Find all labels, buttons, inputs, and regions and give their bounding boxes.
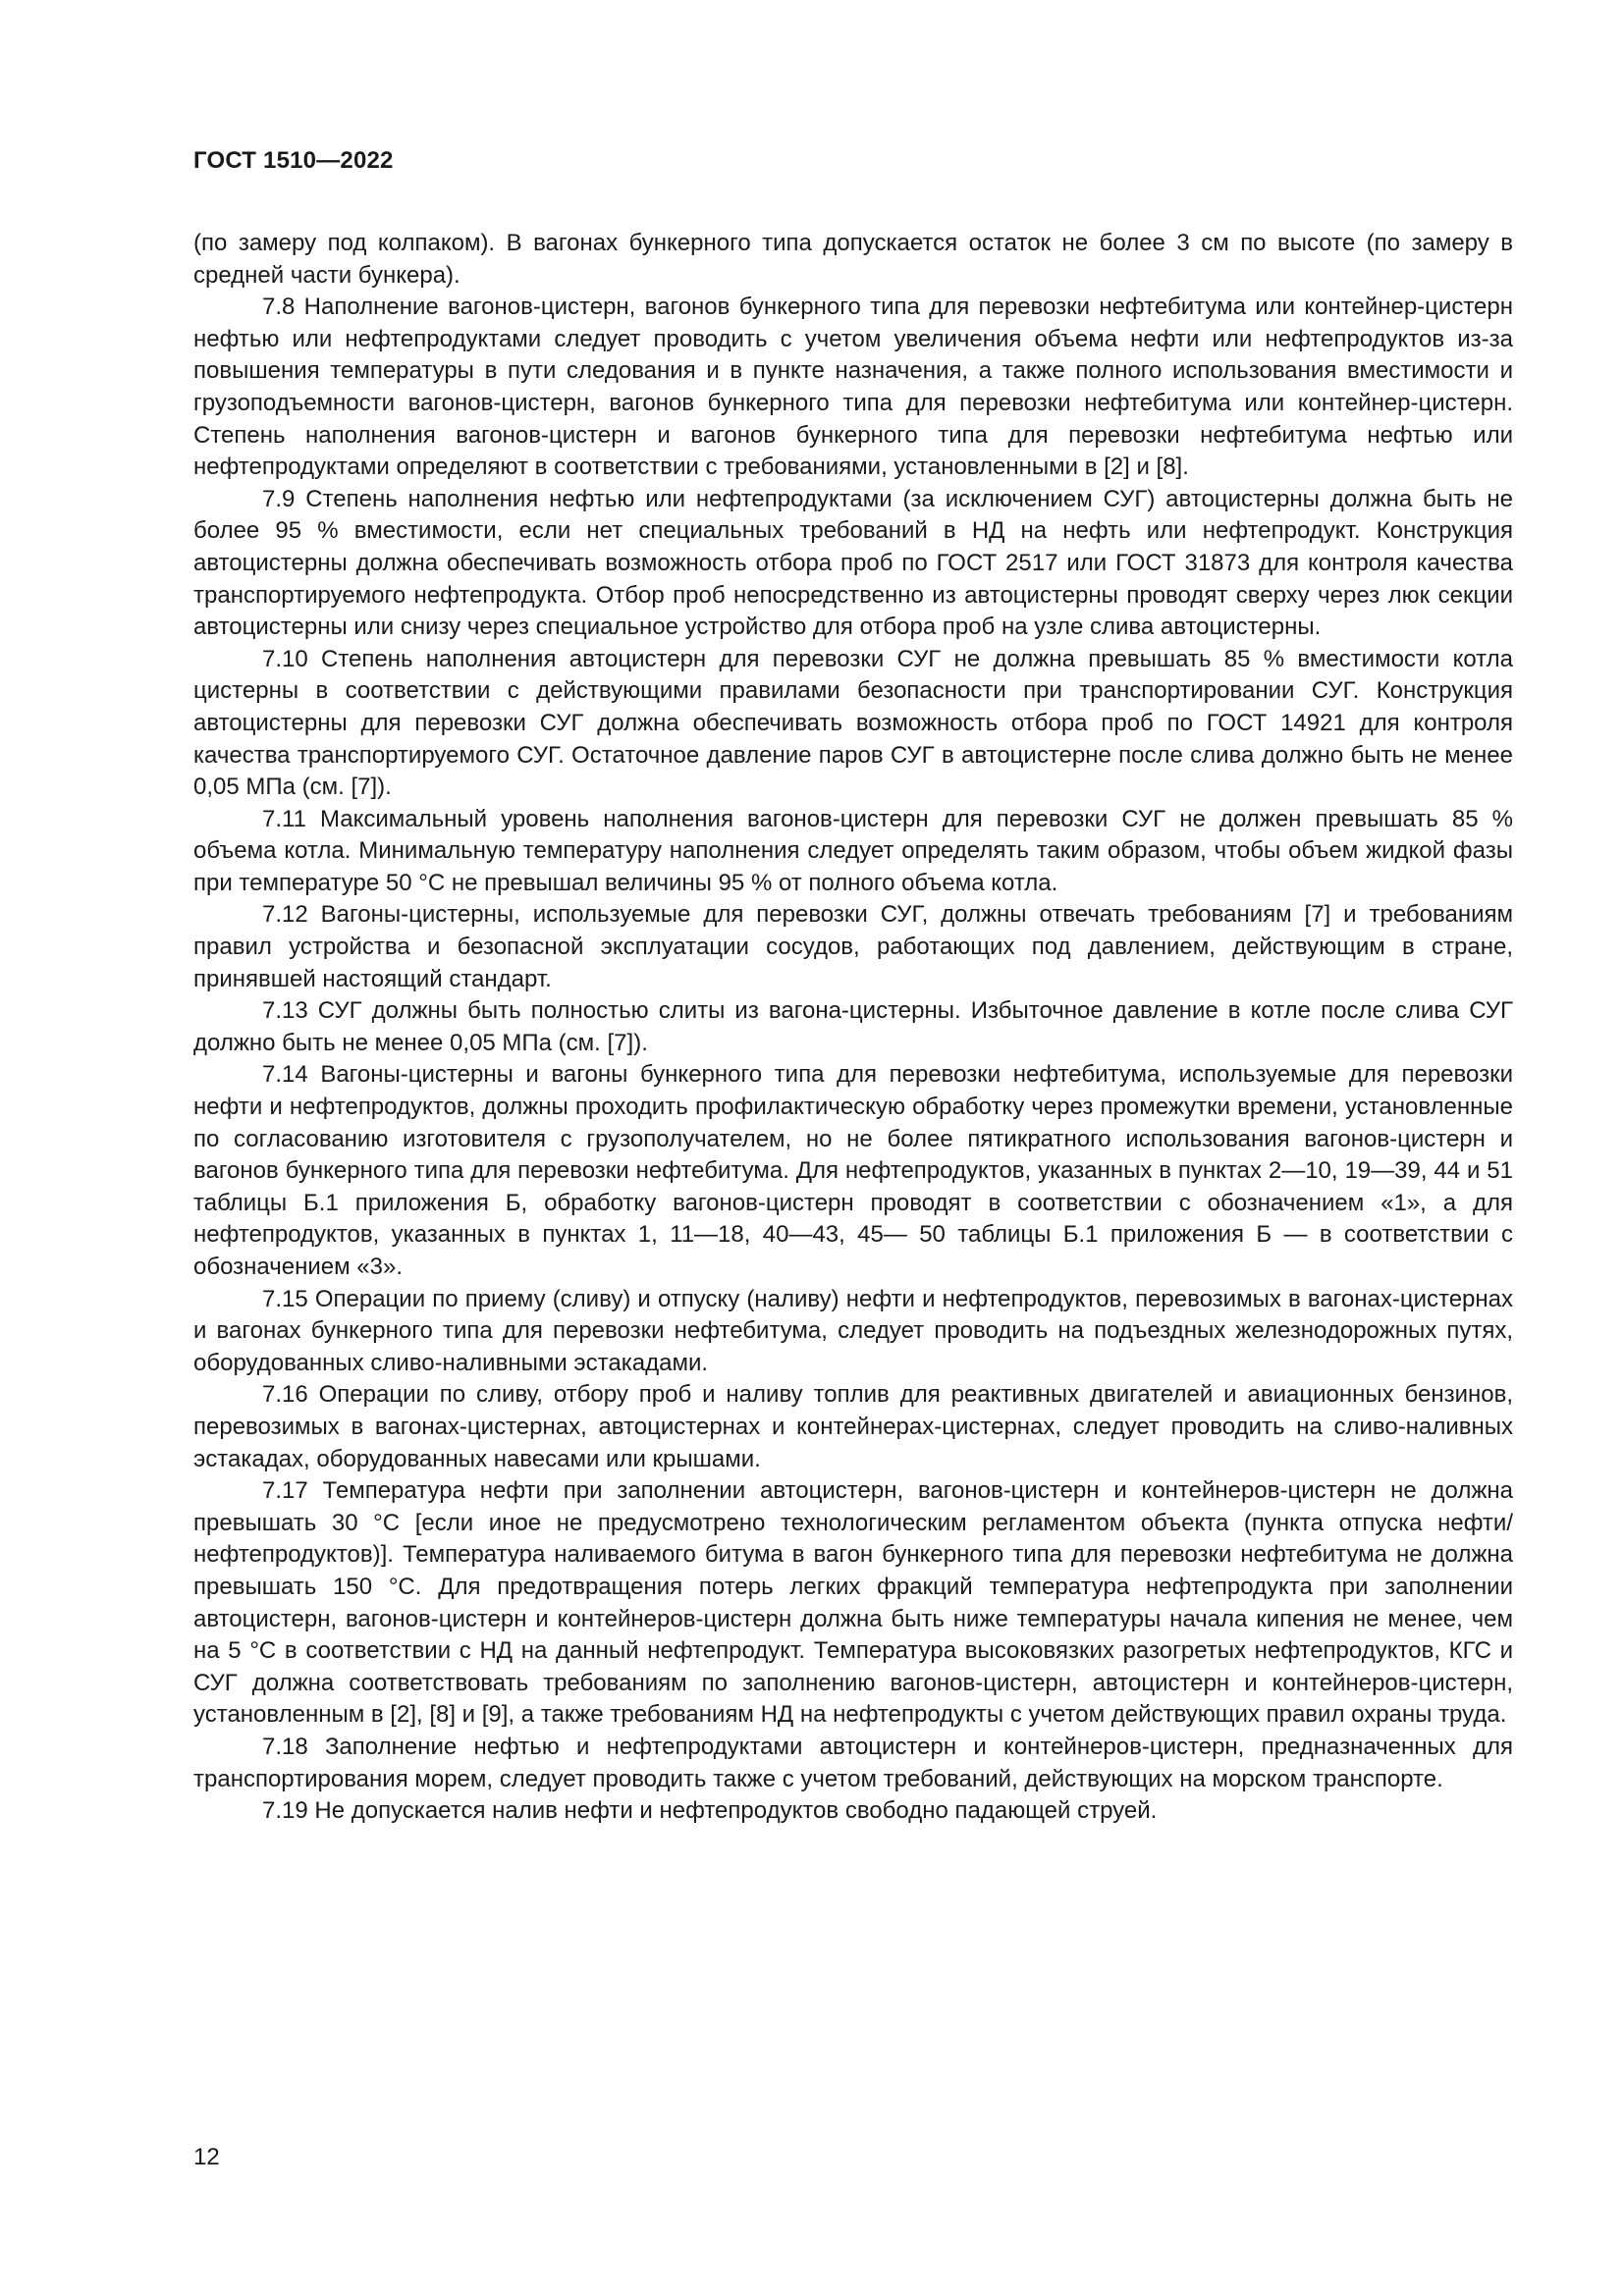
paragraph-7-14: 7.14 Вагоны-цистерны и вагоны бункерного типа для перевозки нефтебитума, используемые для перевозки нефти и нефтепродуктов, должны проходить профилактическую обработку через промежутки времени, установленные по согласованию изготовителя с грузополучателем, но не более пятикратного использования вагонов-цистерн и вагонов бункерного типа для перевозки нефтебитума. Для нефтепродуктов, указанных в пунктах 2—10, 19—39, 44 и 51 таблицы Б.1 приложения Б, обработку вагонов-цистерн проводят в соответствии с обозначением «1», а для нефтепродуктов, указанных в пунктах 1, 11—18, 40—43, 45— 50 таблицы Б.1 приложения Б — в соответствии с обозначением «3». — [193, 1061, 1513, 1280]
paragraph-7-10: 7.10 Степень наполнения автоцистерн для перевозки СУГ не должна превышать 85 % вместимости котла цистерны в соответствии с действующими правилами безопасности при транспортировании СУГ. Конструкция автоцистерны для перевозки СУГ должна обеспечивать возможность отбора проб по ГОСТ 14921 для контроля качества транспортируемого СУГ. Остаточное давление паров СУГ в автоцистерне после слива должно быть не менее 0,05 МПа (см. [7]). — [193, 645, 1513, 801]
paragraph-7-15: 7.15 Операции по приему (сливу) и отпуску (наливу) нефти и нефтепродуктов, перевозимых в вагонах-цистернах и вагонах бункерного типа для перевозки нефтебитума, следует проводить на подъездных железнодорожных путях, оборудованных сливо-наливными эстакадами. — [193, 1285, 1513, 1376]
paragraph-7-9: 7.9 Степень наполнения нефтью или нефтепродуктами (за исключением СУГ) автоцистерны должна быть не более 95 % вместимости, если нет специальных требований в НД на нефть или нефтепродукт. Конструкция автоцистерны должна обеспечивать возможность отбора проб по ГОСТ 2517 или ГОСТ 31873 для контроля качества транспортируемого нефтепродукта. Отбор проб непосредственно из автоцистерны проводят сверху через люк секции автоцистерны или снизу через специальное устройство для отбора проб на узле слива автоцистерны. — [193, 485, 1513, 641]
paragraph-7-13: 7.13 СУГ должны быть полностью слиты из вагона-цистерны. Избыточное давление в котле после слива СУГ должно быть не менее 0,05 МПа (см. [7]). — [193, 997, 1513, 1056]
paragraph-7-16: 7.16 Операции по сливу, отбору проб и наливу топлив для реактивных двигателей и авиационных бензинов, перевозимых в вагонах-цистернах, автоцистернах и контейнерах-цистернах, следует проводить на сливо-наливных эстакадах, оборудованных навесами или крышами. — [193, 1381, 1513, 1472]
paragraph-7-11: 7.11 Максимальный уровень наполнения вагонов-цистерн для перевозки СУГ не должен превышать 85 % объема котла. Минимальную температуру наполнения следует определять таким образом, чтобы объем жидкой фазы при температуре 50 °С не превышал величины 95 % от полного объема котла. — [193, 805, 1513, 896]
document-body — [193, 228, 1513, 1828]
paragraph-7-17: 7.17 Температура нефти при заполнении автоцистерн, вагонов-цистерн и контейнеров-цистерн не должна превышать 30 °С [если иное не предусмотрено технологическим регламентом объекта (пункта отпуска нефти/нефтепродуктов)]. Температура наливаемого битума в вагон бункерного типа для перевозки нефтебитума не должна превышать 150 °С. Для предотвращения потерь легких фракций температура нефтепродукта при заполнении автоцистерн, вагонов-цистерн и контейнеров-цистерн должна быть ниже температуры начала кипения не менее, чем на 5 °С в соответствии с НД на данный нефтепродукт. Температура высоковязких разогретых нефтепродуктов, КГС и СУГ должна соответствовать требованиям по заполнению вагонов-цистерн, автоцистерн и контейнеров-цистерн, установленным в [2], [8] и [9], а также требованиям НД на нефтепродукты с учетом действующих правил охраны труда. — [193, 1477, 1513, 1729]
document-header: ГОСТ 1510—2022 — [193, 147, 394, 174]
paragraph-continuation: (по замеру под колпаком). В вагонах бункерного типа допускается остаток не более 3 см по высоте (по замеру в средней части бункера). — [193, 230, 1513, 289]
paragraph-7-12: 7.12 Вагоны-цистерны, используемые для перевозки СУГ, должны отвечать требованиям [7] и требованиям правил устройства и безопасной эксплуатации сосудов, работающих под давлением, действующим в стране, принявшей настоящий стандарт. — [193, 901, 1513, 992]
paragraph-7-19: 7.19 Не допускается налив нефти и нефтепродуктов свободно падающей струей. — [262, 1797, 1158, 1825]
paragraph-7-8: 7.8 Наполнение вагонов-цистерн, вагонов бункерного типа для перевозки нефтебитума или контейнер-цистерн нефтью или нефтепродуктами следует проводить с учетом увеличения объема нефти или нефтепродуктов из-за повышения температуры в пути следования и в пункте назначения, а также полного использования вместимости и грузоподъемности вагонов-цистерн, вагонов бункерного типа для перевозки нефтебитума или контейнер-цистерн. Степень наполнения вагонов-цистерн и вагонов бункерного типа для перевозки нефтебитума нефтью или нефтепродуктами определяют в соответствии с требованиями, установленными в [2] и [8]. — [193, 294, 1513, 481]
paragraph-7-18: 7.18 Заполнение нефтью и нефтепродуктами автоцистерн и контейнеров-цистерн, предназначенных для транспортирования морем, следует проводить также с учетом требований, действующих на морском транспорте. — [193, 1733, 1513, 1792]
page-number: 12 — [193, 2144, 220, 2170]
